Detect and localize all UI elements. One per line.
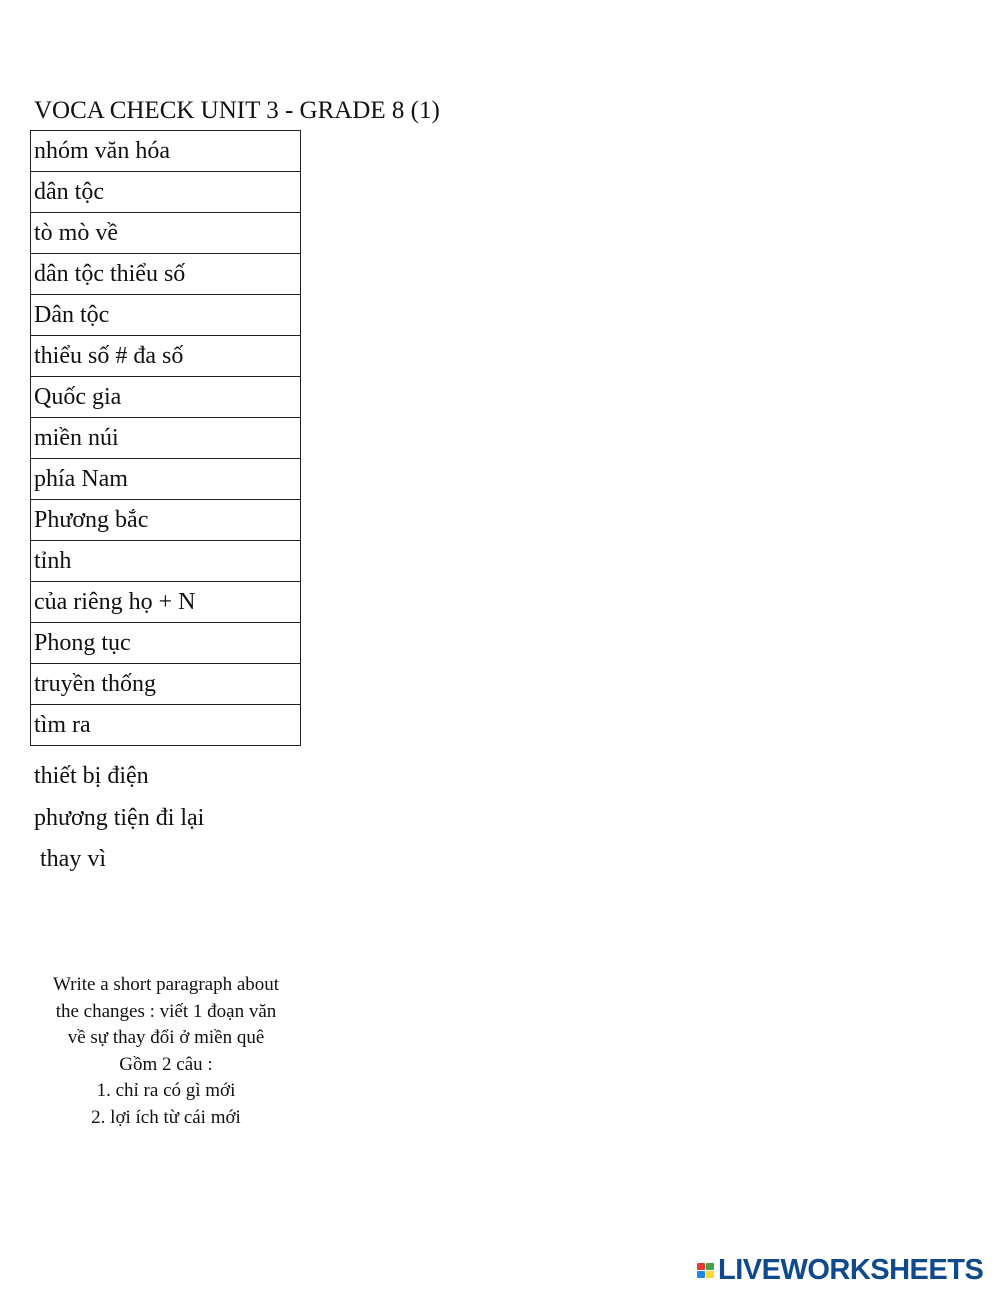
vocab-row-text: dân tộc — [34, 178, 104, 205]
vocab-row[interactable] — [30, 254, 301, 295]
vocab-row[interactable] — [30, 541, 301, 582]
worksheet-title: VOCA CHECK UNIT 3 - GRADE 8 (1) — [34, 97, 440, 124]
vocab-row-text: Dân tộc — [34, 301, 110, 328]
vocab-row[interactable] — [30, 295, 301, 336]
vocab-row[interactable] — [30, 623, 301, 664]
vocab-row[interactable] — [30, 172, 301, 213]
vocab-row[interactable] — [30, 664, 301, 705]
vocab-row-text: Quốc gia — [34, 383, 122, 410]
logo-text: LIVEWORKSHEETS — [718, 1253, 984, 1286]
logo-blocks-icon — [697, 1263, 714, 1278]
vocab-row[interactable] — [30, 213, 301, 254]
vocab-row[interactable] — [30, 582, 301, 623]
extra-item: phương tiện đi lại — [34, 805, 205, 831]
vocab-row-text: tìm ra — [34, 711, 91, 738]
logo-block — [697, 1263, 705, 1270]
logo-block — [697, 1271, 705, 1278]
vocab-row-text: phía Nam — [34, 465, 128, 492]
instruction-line: the changes : viết 1 đoạn văn — [55, 1000, 277, 1022]
writing-instructions — [30, 972, 302, 1131]
instruction-line: Write a short paragraph about — [52, 974, 280, 995]
instruction-line: 1. chỉ ra có gì mới — [96, 1080, 236, 1101]
vocab-row-text: nhóm văn hóa — [34, 137, 170, 164]
instruction-line: về sự thay đổi ở miền quê — [67, 1027, 265, 1048]
liveworksheets-logo — [697, 1254, 983, 1286]
vocab-row[interactable] — [30, 500, 301, 541]
vocab-row-text: Phương bắc — [34, 506, 149, 533]
extra-item: thay vì — [34, 846, 106, 872]
vocab-row-text: truyền thống — [34, 670, 156, 697]
vocab-row[interactable] — [30, 336, 301, 377]
vocab-row-text: tò mò về — [34, 219, 118, 246]
vocab-row[interactable] — [30, 131, 301, 172]
instruction-line: 2. lợi ích từ cái mới — [91, 1106, 241, 1128]
vocab-row-text: của riêng họ + N — [34, 588, 196, 615]
extra-item: thiết bị điện — [34, 763, 149, 789]
vocab-row[interactable] — [30, 418, 301, 459]
vocab-row-text: dân tộc thiểu số — [34, 260, 186, 287]
vocab-row-text: Phong tục — [34, 629, 131, 656]
logo-block — [706, 1263, 714, 1270]
instruction-line: Gồm 2 câu : — [119, 1053, 213, 1075]
vocab-row[interactable] — [30, 705, 301, 746]
vocab-row-text: miền núi — [34, 424, 119, 451]
logo-block — [706, 1271, 714, 1278]
vocab-row[interactable] — [30, 377, 301, 418]
vocab-row-text: thiểu số # đa số — [34, 342, 184, 369]
vocab-row[interactable] — [30, 459, 301, 500]
vocab-table — [30, 130, 301, 746]
vocab-row-text: tỉnh — [34, 547, 72, 574]
